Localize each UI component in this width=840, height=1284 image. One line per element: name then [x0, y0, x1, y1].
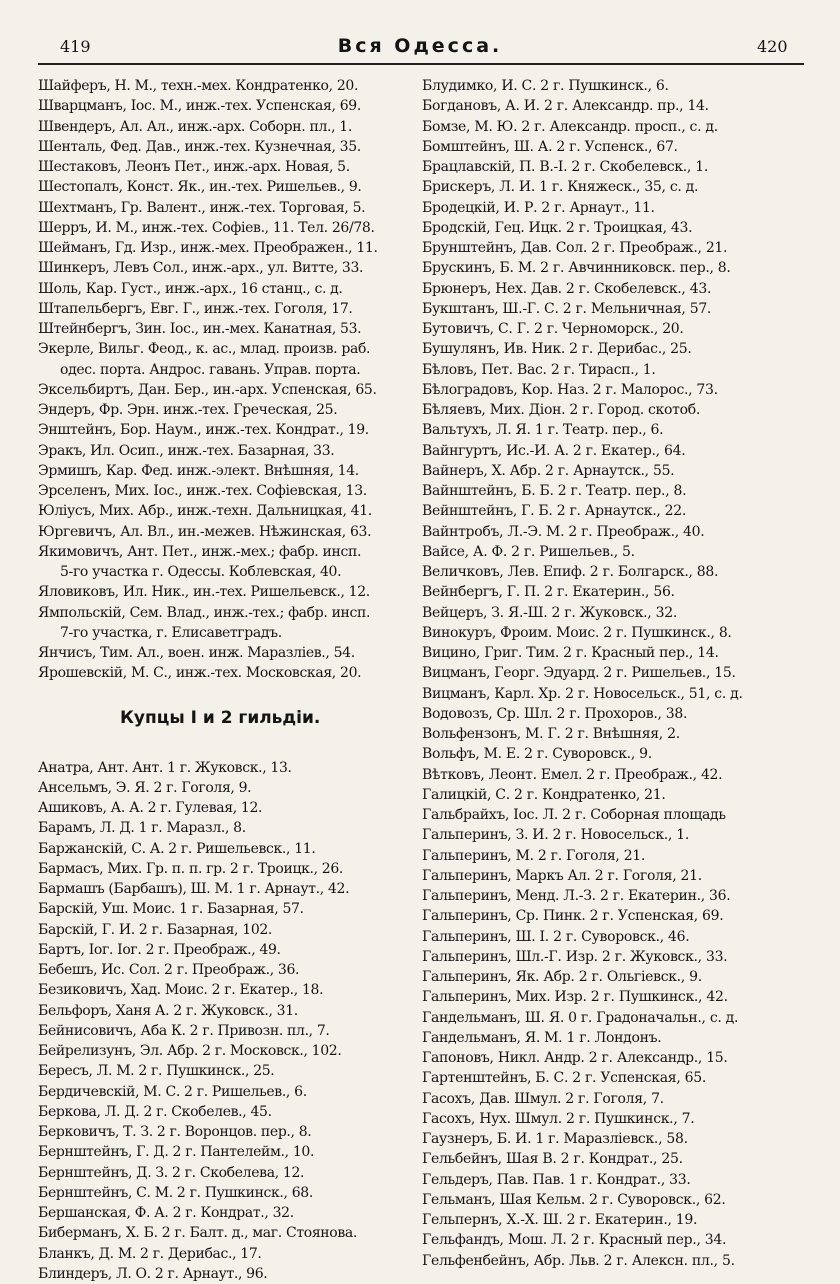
- directory-entry: Гельфенбейнъ, Абр. Льв. 2 г. Алексн. пл., 5.: [422, 1252, 735, 1269]
- directory-entry: Вѣтковъ, Леонт. Емел. 2 г. Преображ., 42.: [422, 766, 723, 783]
- directory-entry: Вайнштейнъ, Б. Б. 2 г. Театр. пер., 8.: [422, 483, 687, 499]
- directory-entry: Богдановъ, А. И. 2 г. Александр. пр., 14.: [422, 98, 709, 115]
- directory-entry: Гельманъ, Шая Кельм. 2 г. Суворовск., 62.: [422, 1191, 726, 1208]
- directory-entry: Гальперинъ, Маркъ Ал. 2 г. Гоголя, 21.: [422, 867, 702, 884]
- directory-entry: Бельфоръ, Ханя А. 2 г. Жуковск., 31.: [38, 1002, 298, 1019]
- directory-entry: Величковъ, Лев. Епиф. 2 г. Болгарск., 88.: [422, 564, 719, 580]
- directory-entry: Брунштейнъ, Дав. Сол. 2 г. Преображ., 21.: [422, 240, 728, 256]
- directory-entry: Вейцеръ, З. Я.-Ш. 2 г. Жуковск., 32.: [422, 604, 677, 621]
- directory-entry: Бернштейнъ, Г. Д. 2 г. Пантелейм., 10.: [38, 1144, 315, 1161]
- directory-entry: Гальперинъ, Менд. Л.-З. 2 г. Екатерин., 36.: [422, 888, 731, 904]
- directory-entry: Бартъ, Іог. Іог. 2 г. Преображ., 49.: [38, 941, 281, 958]
- directory-entry: Бутовичъ, С. Г. 2 г. Черноморск., 20.: [422, 321, 684, 337]
- directory-entry: Вейнбергъ, Г. П. 2 г. Екатерин., 56.: [422, 584, 675, 601]
- directory-entry: Бродецкій, И. Р. 2 г. Арнаут., 11.: [422, 199, 655, 216]
- directory-entry: Шехтманъ, Гр. Валент., инж.-тех. Торговая, 5.: [38, 199, 366, 216]
- directory-entry: Берковичъ, Т. З. 2 г. Воронцов. пер., 8.: [38, 1124, 312, 1140]
- directory-entry: Гальперинъ, Мих. Изр. 2 г. Пушкинск., 42.: [422, 989, 728, 1006]
- directory-entry: Барскій, Уш. Моис. 1 г. Базарная, 57.: [38, 901, 304, 918]
- directory-entry: Ансельмъ, Э. Я. 2 г. Гоголя, 9.: [38, 779, 252, 796]
- directory-entry: Брацлавскій, П. В.-І. 2 г. Скобелевск., 1.: [422, 159, 708, 175]
- directory-entry: Гельфандъ, Мош. Л. 2 г. Красный пер., 34.: [422, 1232, 727, 1249]
- directory-entry: Бернштейнъ, Д. З. 2 г. Скобелева, 12.: [38, 1164, 305, 1181]
- directory-entry: Эрселенъ, Мих. Іос., инж.-тех. Софіевская, 13.: [38, 483, 367, 499]
- directory-entry: Бомштейнъ, Ш. А. 2 г. Успенск., 67.: [422, 138, 678, 155]
- directory-entry: Блудимко, И. С. 2 г. Пушкинск., 6.: [422, 78, 669, 94]
- directory-entry: Бейнисовичъ, Аба К. 2 г. Привозн. пл., 7.: [38, 1022, 330, 1039]
- directory-entry: Вальтухъ, Л. Я. 1 г. Театр. пер., 6.: [422, 422, 664, 439]
- directory-entry: Биберманъ, Х. Б. 2 г. Балт. д., маг. Стоянова.: [38, 1225, 357, 1242]
- directory-entry: Барамъ, Л. Д. 1 г. Маразл., 8.: [38, 820, 246, 837]
- directory-entry: Беркова, Л. Д. 2 г. Скобелев., 45.: [38, 1103, 272, 1120]
- directory-entry: Бершанская, Ф. А. 2 г. Кондрат., 32.: [38, 1205, 294, 1221]
- directory-entry: Гельдеръ, Пав. Пав. 1 г. Кондрат., 33.: [422, 1171, 691, 1188]
- directory-entry: Ашиковъ, А. А. 2 г. Гулевая, 12.: [38, 800, 263, 816]
- directory-entry: Гальперинъ, Ш. І. 2 г. Суворовск., 46.: [422, 928, 690, 945]
- directory-entry: Бѣловъ, Пет. Вас. 2 г. Тирасп., 1.: [422, 361, 656, 378]
- running-title: Вся Одесса.: [337, 35, 503, 57]
- directory-entry: Гальперинъ, Шл.-Г. Изр. 2 г. Жуковск., 33.: [422, 948, 728, 965]
- page-number-right: 420: [757, 37, 788, 56]
- directory-entry: Швендеръ, Ал. Ал., инж.-арх. Соборн. пл., 1.: [38, 118, 352, 135]
- directory-entry: Безиковичъ, Хад. Моис. 2 г. Екатер., 18.: [38, 982, 324, 999]
- directory-entry: Анатра, Ант. Ант. 1 г. Жуковск., 13.: [38, 759, 292, 776]
- right-column: [422, 76, 812, 1271]
- header-rule: [38, 63, 804, 65]
- directory-entry: Шинкеръ, Левъ Сол., инж.-арх., ул. Витте, 33.: [38, 260, 364, 277]
- directory-entry: Гапоновъ, Никл. Андр. 2 г. Александр., 15.: [422, 1050, 728, 1066]
- directory-entry: Якимовичъ, Ант. Пет., инж.-мех.; фабр. инсп.: [38, 543, 362, 560]
- directory-entry: Гальперинъ, Ср. Пинк. 2 г. Успенская, 69.: [422, 908, 724, 925]
- directory-entry: Гельпернъ, Х.-Х. Ш. 2 г. Екатерин., 19.: [422, 1212, 698, 1228]
- directory-entry: Бернштейнъ, С. М. 2 г. Пушкинск., 68.: [38, 1184, 313, 1201]
- directory-entry: Бейрелизунъ, Эл. Абр. 2 г. Московск., 102.: [38, 1043, 342, 1059]
- directory-entry: Вайнгуртъ, Ис.-И. А. 2 г. Екатер., 64.: [422, 442, 686, 459]
- directory-entry: Гальперинъ, Як. Абр. 2 г. Ольгіевск., 9.: [422, 969, 702, 985]
- directory-entry: Вицманъ, Георг. Эдуард. 2 г. Ришельев., 15.: [422, 665, 736, 682]
- directory-entry: Вайнтробъ, Л.-Э. М. 2 г. Преображ., 40.: [422, 523, 705, 540]
- directory-entry: Бѣлоградовъ, Кор. Наз. 2 г. Малорос., 73.: [422, 381, 718, 398]
- directory-entry: Шоль, Кар. Густ., инж.-арх., 16 станц., с. д.: [38, 280, 343, 297]
- section-title: Купцы I и 2 гильдіи.: [120, 707, 321, 728]
- directory-entry: Шенталь, Фед. Дав., инж.-тех. Кузнечная, 35.: [38, 138, 361, 155]
- directory-entry: Шерръ, И. М., инж.-тех. Софіев., 11. Тел. 26/78.: [38, 219, 375, 236]
- directory-entry: Гальперинъ, М. 2 г. Гоголя, 21.: [422, 847, 646, 864]
- directory-entry: Вайнеръ, Х. Абр. 2 г. Арнаутск., 55.: [422, 462, 675, 479]
- directory-entry: Эрмишъ, Кар. Фед. инж.-элект. Внѣшняя, 14.: [38, 462, 359, 479]
- directory-entry: Бармасъ, Мих. Гр. п. п. гр. 2 г. Троицк., 26.: [38, 860, 344, 877]
- directory-entry: Вольфъ, М. Е. 2 г. Суворовск., 9.: [422, 746, 652, 763]
- directory-entry: Штапельбергъ, Евг. Г., инж.-тех. Гоголя, 17.: [38, 300, 353, 317]
- directory-entry: Шейманъ, Гд. Изр., инж.-мех. Преображен., 11.: [38, 240, 378, 256]
- directory-entry: Гаузнеръ, Б. И. 1 г. Маразліевск., 58.: [422, 1131, 688, 1147]
- directory-entry: Барскій, Г. И. 2 г. Базарная, 102.: [38, 921, 273, 938]
- directory-entry: Юліусъ, Мих. Абр., инж.-техн. Дальницкая, 41.: [38, 503, 372, 520]
- directory-entry: Водовозъ, Ср. Шл. 2 г. Прохоров., 38.: [422, 705, 688, 722]
- directory-entry: Гальбрайхъ, Іос. Л. 2 г. Соборная площадь: [422, 807, 726, 823]
- directory-entry: Шестаковъ, Леонъ Пет., инж.-арх. Новая, 5.: [38, 159, 350, 175]
- directory-entry: Гельбейнъ, Шая В. 2 г. Кондрат., 25.: [422, 1151, 683, 1168]
- page-number-left: 419: [60, 37, 91, 56]
- directory-entry: Бланкъ, Д. М. 2 г. Дерибас., 17.: [38, 1245, 262, 1262]
- directory-entry: Шестопалъ, Конст. Як., ин.-тех. Ришельев., 9.: [38, 179, 362, 196]
- directory-entry: Яловиковъ, Ил. Ник., ин.-тех. Ришельевск., 12.: [38, 584, 370, 601]
- directory-entry: Штейнбергъ, Зин. Іос., ин.-мех. Канатная, 53.: [38, 321, 362, 337]
- directory-entry: Бѣляевъ, Мих. Діон. 2 г. Город. скотоб.: [422, 402, 700, 418]
- directory-entry: Вицино, Григ. Тим. 2 г. Красный пер., 14.: [422, 645, 719, 661]
- directory-entry: Брискеръ, Л. И. 1 г. Княжеск., 35, с. д.: [422, 179, 699, 196]
- directory-entry: 5-го участка г. Одессы. Коблевская, 40.: [60, 564, 342, 580]
- directory-entry: Бердичевскій, М. С. 2 г. Ришельев., 6.: [38, 1083, 307, 1100]
- directory-entry: 7-го участка, г. Елисаветградъ.: [60, 624, 282, 641]
- directory-entry: Брускинъ, Б. М. 2 г. Авчинниковск. пер., 8.: [422, 260, 731, 277]
- directory-entry: Букштанъ, Ш.-Г. С. 2 г. Мельничная, 57.: [422, 300, 712, 317]
- directory-entry: Галицкій, С. 2 г. Кондратенко, 21.: [422, 786, 666, 803]
- directory-entry: Янчисъ, Тим. Ал., воен. инж. Маразліев., 54.: [38, 645, 355, 661]
- directory-entry: Гартенштейнъ, Б. С. 2 г. Успенская, 65.: [422, 1070, 706, 1087]
- directory-entry: Брюнеръ, Нех. Дав. 2 г. Скобелевск., 43.: [422, 280, 712, 297]
- directory-entry: Вольфензонъ, М. Г. 2 г. Внѣшняя, 2.: [422, 726, 680, 742]
- directory-entry: Ярошевскій, М. С., инж.-тех. Московская, 20.: [38, 665, 362, 682]
- directory-entry: Бродскій, Гец. Ицк. 2 г. Троицкая, 43.: [422, 219, 693, 236]
- directory-entry: одес. порта. Андрос. гавань. Управ. порта.: [60, 361, 361, 378]
- section-heading: [38, 684, 408, 758]
- directory-entry: Эракъ, Ил. Осип., инж.-тех. Базарная, 33.: [38, 442, 335, 459]
- directory-entry: Гандельманъ, Ш. Я. 0 г. Градоначальн., с. д.: [422, 1009, 739, 1026]
- directory-entry: Эндеръ, Фр. Эрн. инж.-тех. Греческая, 25.: [38, 402, 338, 418]
- directory-entry: Бебешъ, Ис. Сол. 2 г. Преображ., 36.: [38, 962, 300, 978]
- directory-entry: Гандельманъ, Я. М. 1 г. Лондонъ.: [422, 1029, 662, 1046]
- directory-entry: Баржанскій, С. А. 2 г. Ришельевск., 11.: [38, 840, 316, 857]
- directory-entry: Энштейнъ, Бор. Наум., инж.-тех. Кондрат., 19.: [38, 422, 369, 439]
- directory-entry: Гасохъ, Дав. Шмул. 2 г. Гоголя, 7.: [422, 1090, 664, 1107]
- directory-entry: Ямпольскій, Сем. Влад., инж.-тех.; фабр. инсп.: [38, 604, 371, 621]
- directory-entry: Экерле, Вильг. Феод., к. ас., млад. произв. раб.: [38, 341, 371, 358]
- left-column: [38, 76, 408, 1284]
- directory-entry: Юргевичъ, Ал. Вл., ин.-межев. Нѣжинская, 63.: [38, 523, 372, 540]
- directory-entry: Бересъ, Л. М. 2 г. Пушкинск., 25.: [38, 1063, 275, 1080]
- directory-entry: Блиндеръ, Л. О. 2 г. Арнаут., 96.: [38, 1265, 268, 1282]
- directory-entry: Вайсе, А. Ф. 2 г. Ришельев., 5.: [422, 543, 635, 560]
- directory-entry: Вицманъ, Карл. Хр. 2 г. Новосельск., 51, с. д.: [422, 685, 743, 702]
- directory-entry: Вейнштейнъ, Г. Б. 2 г. Арнаутск., 22.: [422, 503, 687, 520]
- directory-entry: Шайферъ, Н. М., техн.-мех. Кондратенко, 20.: [38, 78, 359, 94]
- directory-entry: Шварцманъ, Іос. М., инж.-тех. Успенская, 69.: [38, 98, 361, 115]
- directory-entry: Винокуръ, Фроим. Моис. 2 г. Пушкинск., 8.: [422, 624, 732, 641]
- directory-entry: Эксельбиртъ, Дан. Бер., ин.-арх. Успенская, 65.: [38, 381, 377, 398]
- directory-entry: Бушулянъ, Ив. Ник. 2 г. Дерибас., 25.: [422, 341, 692, 358]
- directory-entry: Гальперинъ, З. И. 2 г. Новосельск., 1.: [422, 827, 689, 844]
- directory-entry: Бомзе, М. Ю. 2 г. Александр. просп., с. д.: [422, 118, 718, 135]
- directory-entry: Гасохъ, Нух. Шмул. 2 г. Пушкинск., 7.: [422, 1110, 695, 1127]
- directory-entry: Бармашъ (Барбашъ), Ш. М. 1 г. Арнаут., 42.: [38, 881, 350, 897]
- page-header: [0, 0, 840, 60]
